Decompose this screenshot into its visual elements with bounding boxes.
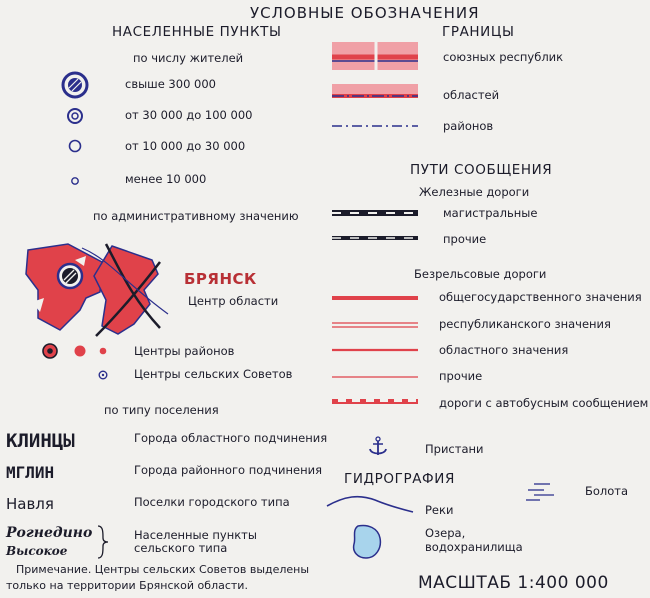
road-item: республиканского значения xyxy=(439,317,611,331)
swamps-label: Болота xyxy=(585,484,629,498)
road-item: областного значения xyxy=(439,343,569,357)
symbol-10000-30000 xyxy=(70,141,81,152)
district-center-symbols xyxy=(38,340,118,385)
symbol-30000-100000 xyxy=(68,109,82,123)
road-symbols xyxy=(330,285,430,415)
anchor-icon xyxy=(368,436,388,458)
type-desc: Города областного подчинения xyxy=(134,431,328,445)
population-subheading: по числу жителей xyxy=(133,51,244,65)
pier-label: Пристани xyxy=(425,442,484,456)
example-raion-city: МГЛИН xyxy=(6,463,55,482)
river-icon xyxy=(325,490,415,520)
railway-item: магистральные xyxy=(443,206,538,220)
city-label: Центр области xyxy=(188,294,279,308)
road-item: прочие xyxy=(439,369,483,383)
hydro-heading: ГИДРОГРАФИЯ xyxy=(344,471,455,487)
border-item: союзных республик xyxy=(443,50,564,64)
republic-border-symbol xyxy=(332,42,418,70)
oblast-border-symbol xyxy=(332,84,418,96)
city-name-bryansk: БРЯНСК xyxy=(184,270,257,288)
settlements-heading: НАСЕЛЕННЫЕ ПУНКТЫ xyxy=(112,24,282,40)
admin-subheading: по административному значению xyxy=(93,209,299,223)
regional-center-symbol xyxy=(20,240,170,340)
map-scale: МАСШТАБ 1:400 000 xyxy=(418,573,609,593)
example-rural-2: Высокое xyxy=(6,544,68,558)
symbol-over-300000 xyxy=(63,73,87,97)
population-symbols xyxy=(60,70,100,200)
population-item: свыше 300 000 xyxy=(125,77,216,91)
population-item: менее 10 000 xyxy=(125,172,207,186)
population-item: от 30 000 до 100 000 xyxy=(125,108,253,122)
railway-symbols xyxy=(330,200,430,260)
rivers-label: Реки xyxy=(425,503,454,517)
note-line-2: только на территории Брянской области. xyxy=(6,579,248,592)
example-oblast-city: КЛИНЦЫ xyxy=(6,430,75,452)
lake-icon xyxy=(346,522,390,562)
lakes-label-1: Озера, xyxy=(425,526,466,540)
village-councils-label: Центры сельских Советов xyxy=(134,367,293,381)
type-desc: Города районного подчинения xyxy=(134,463,322,477)
transport-heading: ПУТИ СООБЩЕНИЯ xyxy=(410,162,553,178)
swamp-icon xyxy=(520,480,560,504)
rural-desc-1: Населенные пункты xyxy=(134,528,257,542)
example-urban-settlement: Навля xyxy=(6,495,54,513)
legend-title: УСЛОВНЫЕ ОБОЗНАЧЕНИЯ xyxy=(250,4,480,22)
type-desc: Поселки городского типа xyxy=(134,495,290,509)
road-republic xyxy=(332,323,418,327)
note-line-1: Примечание. Центры сельских Советов выделены xyxy=(16,563,310,576)
road-item: общегосударственного значения xyxy=(439,290,642,304)
symbol-under-10000 xyxy=(72,178,78,184)
brace-symbol xyxy=(96,524,110,560)
railway-item: прочие xyxy=(443,232,487,246)
border-item: областей xyxy=(443,88,500,102)
district-centers-label: Центры районов xyxy=(134,344,235,358)
rural-desc-2: сельского типа xyxy=(134,541,228,555)
border-symbols xyxy=(330,40,430,140)
border-item: районов xyxy=(443,119,494,133)
road-bus xyxy=(332,401,418,403)
roads-subheading: Безрельсовые дороги xyxy=(414,267,547,281)
type-subheading: по типу поселения xyxy=(104,403,219,417)
railways-subheading: Железные дороги xyxy=(419,185,530,199)
borders-heading: ГРАНИЦЫ xyxy=(442,24,515,40)
road-item: дороги с автобусным сообщением xyxy=(439,396,649,410)
population-item: от 10 000 до 30 000 xyxy=(125,139,246,153)
lakes-label-2: водохранилища xyxy=(425,540,523,554)
example-rural-1: Рогнедино xyxy=(6,525,93,541)
